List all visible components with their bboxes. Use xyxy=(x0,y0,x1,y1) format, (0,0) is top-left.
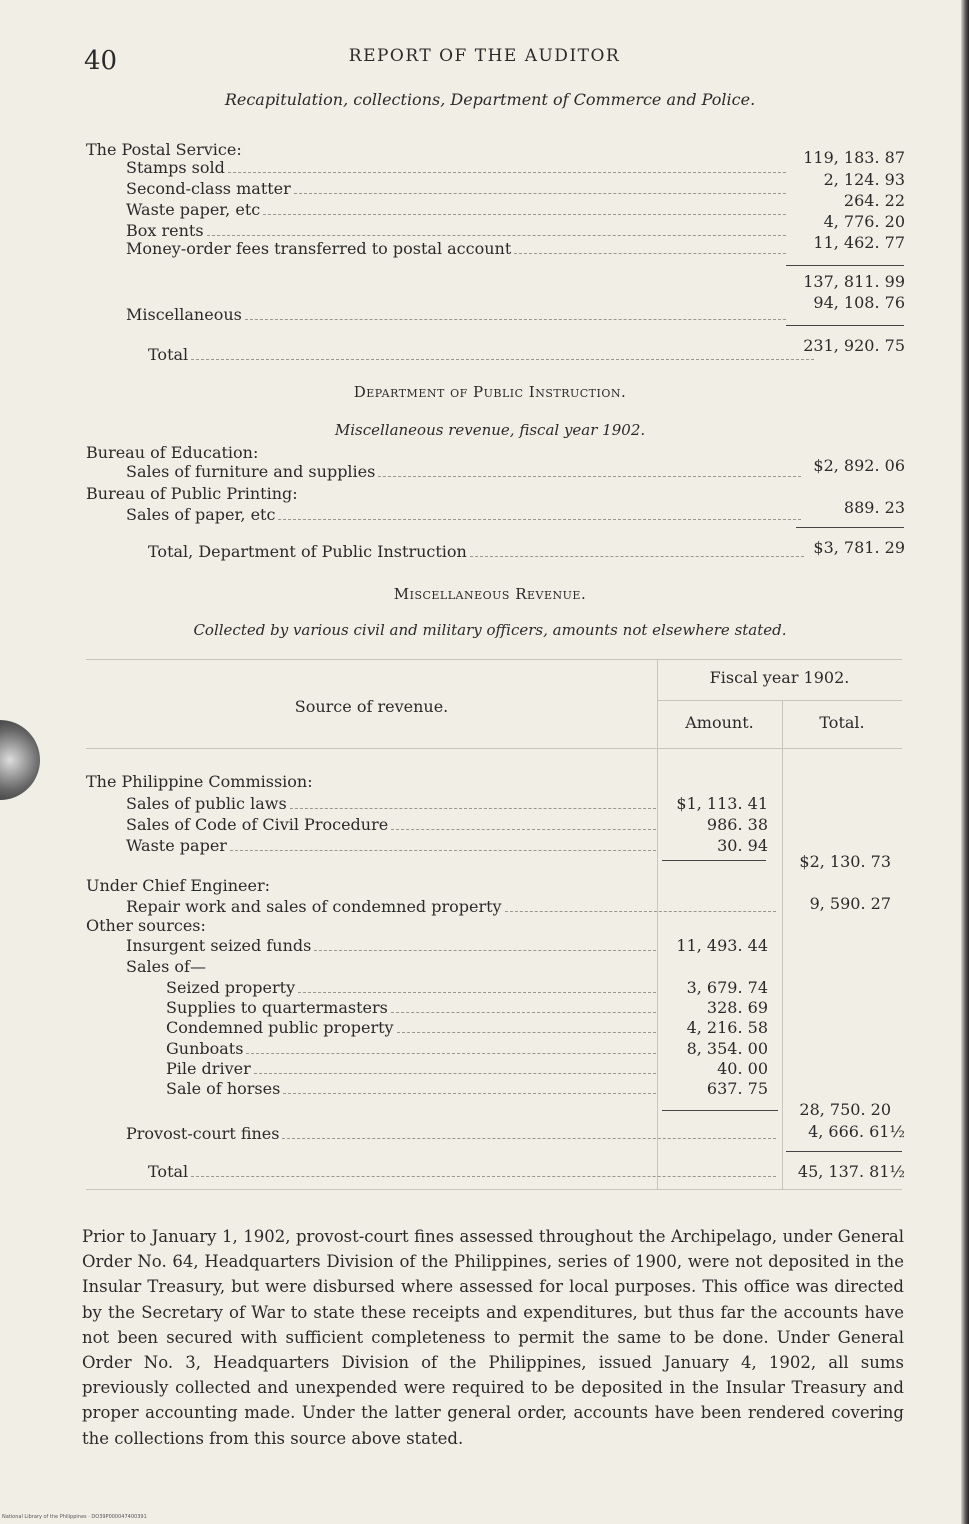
page-number: 40 xyxy=(84,46,118,76)
misc-label: Miscellaneous xyxy=(126,305,242,324)
section1-title: Recapitulation, collections, Department of Commerce and Police. xyxy=(224,90,756,109)
section3-subheading: Collected by various civil and military officers, amounts not elsewhere stated. xyxy=(193,621,787,639)
table-row xyxy=(126,897,776,916)
header-total: Total. xyxy=(819,713,865,732)
table-row xyxy=(166,1059,656,1078)
table-row xyxy=(166,1079,656,1098)
row-value: 4, 776. 20 xyxy=(823,212,905,231)
page-edge-shadow xyxy=(961,0,969,1524)
education-total-row xyxy=(148,542,804,561)
row-label: Total xyxy=(148,1162,189,1181)
postal-row xyxy=(126,179,786,198)
body-paragraph: Prior to January 1, 1902, provost-court fines assessed throughout the Archipelago, under General Order No. 64, Headquarters Division of the Philippines, series of 1900, were not deposited in the Insular Treasury, but were disbursed where assessed for local purposes. This office was directed by the Secretary of War to state these receipts and expenditures, but thus far the accounts have not been secured with sufficient completeness to permit the same to be done. Under General Order No. 3, Headquarters Division of the Philippines, issued January 4, 1902, all sums previously collected and unexpended were required to be deposited in the Insular Treasury and proper accounting made. Under the latter general order, accounts have been rendered covering the collections from this source above stated. xyxy=(82,1227,904,1448)
grand-total-row xyxy=(148,1162,776,1181)
postal-subtotal: 137, 811. 99 xyxy=(803,272,905,291)
row-amount: 30. 94 xyxy=(717,836,768,855)
postal-row xyxy=(126,200,786,219)
subtotal-rule xyxy=(786,265,904,266)
engineer-total: 9, 590. 27 xyxy=(809,894,891,913)
row-label: Waste paper, etc xyxy=(126,200,261,219)
engineer-group: Under Chief Engineer: xyxy=(86,876,270,895)
row-amount: 4, 216. 58 xyxy=(686,1018,768,1037)
bureau-education: Bureau of Education: xyxy=(86,443,259,462)
header-bottom-rule xyxy=(86,748,902,749)
bureau-printing: Bureau of Public Printing: xyxy=(86,484,298,503)
table-column-rule xyxy=(657,659,658,1189)
table-row xyxy=(126,815,656,834)
row-label: Seized property xyxy=(166,978,296,997)
row-amount: 328. 69 xyxy=(706,998,768,1017)
other-total: 28, 750. 20 xyxy=(799,1100,891,1119)
table-row xyxy=(126,936,656,955)
header-fiscal-year: Fiscal year 1902. xyxy=(709,668,850,687)
row-value: 264. 22 xyxy=(843,191,905,210)
row-label: Supplies to quartermasters xyxy=(166,998,388,1017)
header-subrule xyxy=(657,700,902,701)
provost-total: 4, 666. 61½ xyxy=(808,1122,905,1141)
table-row xyxy=(166,998,656,1017)
grand-total-rule xyxy=(786,1151,902,1152)
row-label: Gunboats xyxy=(166,1039,244,1058)
row-amount: $1, 113. 41 xyxy=(676,794,768,813)
row-amount: 8, 354. 00 xyxy=(686,1039,768,1058)
total-label: Total xyxy=(148,345,189,364)
row-amount: 637. 75 xyxy=(706,1079,768,1098)
row-label: Sales of Code of Civil Procedure xyxy=(126,815,389,834)
table-bottom-rule xyxy=(86,1189,902,1190)
section3-heading: Miscellaneous Revenue. xyxy=(393,585,587,603)
sales-of-label: Sales of— xyxy=(126,957,206,976)
table-top-rule xyxy=(86,659,902,660)
misc-value: 94, 108. 76 xyxy=(813,293,905,312)
row-value: 889. 23 xyxy=(843,498,905,517)
postal-service-group: The Postal Service: xyxy=(86,140,242,159)
provost-row xyxy=(126,1124,776,1143)
scan-credit: National Library of the Philippines · DO39P000047400391 xyxy=(2,1514,147,1520)
row-amount: 11, 493. 44 xyxy=(676,936,768,955)
row-label: Box rents xyxy=(126,221,204,240)
row-label: Money-order fees transferred to postal account xyxy=(126,239,512,258)
grand-total: 45, 137. 81½ xyxy=(797,1162,905,1181)
row-label: Waste paper xyxy=(126,836,227,855)
total-value: $3, 781. 29 xyxy=(813,538,905,557)
row-value: 11, 462. 77 xyxy=(813,233,905,252)
row-label: Repair work and sales of condemned property xyxy=(126,897,502,916)
amount-rule xyxy=(662,860,766,861)
row-label: Second-class matter xyxy=(126,179,291,198)
row-label: Sales of furniture and supplies xyxy=(126,462,376,481)
scan-thumb-artifact xyxy=(0,720,40,800)
total-value: 231, 920. 75 xyxy=(803,336,905,355)
row-value: 119, 183. 87 xyxy=(803,148,905,167)
row-label: Pile driver xyxy=(166,1059,251,1078)
total-rule xyxy=(786,325,904,326)
amount-rule xyxy=(662,1110,778,1111)
row-label: Condemned public property xyxy=(166,1018,394,1037)
postal-row xyxy=(126,221,786,240)
postal-row xyxy=(126,239,786,258)
table-row xyxy=(126,794,656,813)
header-amount: Amount. xyxy=(685,713,754,732)
row-amount: 3, 679. 74 xyxy=(686,978,768,997)
row-value: 2, 124. 93 xyxy=(823,170,905,189)
commission-total: $2, 130. 73 xyxy=(799,852,891,871)
row-label: Insurgent seized funds xyxy=(126,936,312,955)
running-head: REPORT OF THE AUDITOR xyxy=(348,46,621,66)
misc-row xyxy=(126,305,786,324)
row-amount: 986. 38 xyxy=(706,815,768,834)
table-row xyxy=(166,1039,656,1058)
header-source: Source of revenue. xyxy=(294,697,449,716)
row-label: Sales of public laws xyxy=(126,794,287,813)
table-row xyxy=(166,978,656,997)
total-rule xyxy=(796,527,904,528)
row-label: Sales of paper, etc xyxy=(126,505,276,524)
section2-heading: Department of Public Instruction. xyxy=(353,383,627,401)
row-label: Stamps sold xyxy=(126,158,225,177)
row-value: $2, 892. 06 xyxy=(813,456,905,475)
total-row xyxy=(148,345,814,364)
section2-subheading: Miscellaneous revenue, fiscal year 1902. xyxy=(334,421,646,439)
total-label: Total, Department of Public Instruction xyxy=(148,542,467,561)
row-amount: 40. 00 xyxy=(717,1059,768,1078)
postal-row xyxy=(126,158,786,177)
table-row xyxy=(166,1018,656,1037)
row-label: Provost-court fines xyxy=(126,1124,280,1143)
other-sources-group: Other sources: xyxy=(86,916,206,935)
printing-row xyxy=(126,505,801,524)
commission-group: The Philippine Commission: xyxy=(86,772,313,791)
row-label: Sale of horses xyxy=(166,1079,281,1098)
education-row xyxy=(126,462,801,481)
table-row xyxy=(126,836,656,855)
